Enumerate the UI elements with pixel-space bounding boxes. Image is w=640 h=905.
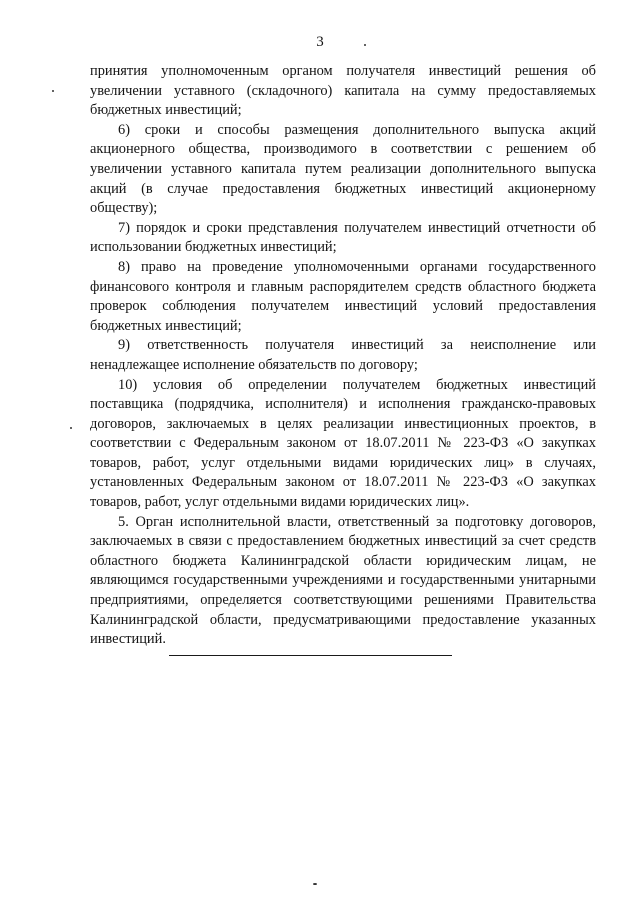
paragraph-item-8: 8) право на проведение уполномоченными органами государственного финансового контроля и главным распорядителем средств областного бюджета проверок соблюдения получателем инвестиций условий предоставления бюджетных инвестиций; (90, 258, 596, 334)
paragraph-item-9: 9) ответственность получателя инвестиций за неисполнение или ненадлежащее исполнение обязательств по договору; (90, 337, 596, 373)
paragraph-continuation: принятия уполномоченным органом получателя инвестиций решения об увеличении уставного (складочного) капитала на сумму предоставляемых бюджетных инвестиций; (90, 63, 596, 119)
scan-speck (52, 90, 54, 92)
end-divider-line (169, 655, 452, 656)
scan-speck (313, 883, 317, 885)
document-body (90, 62, 596, 650)
paragraph-item-10: 10) условия об определении получателем бюджетных инвестиций поставщика (подрядчика, исполнителя) и исполнения гражданско-правовых договоров, заключаемых в целях реализации инвестиционных проектов, в соответствии с Федеральным законом от 18.07.2011 № 223-ФЗ «О закупках товаров, работ, услуг отдельными видами юридических лиц» в случаях, установленных Федеральным законом от 18.07.2011 № 223-ФЗ «О закупках товаров, работ, услуг отдельными видами юридических лиц». (90, 376, 596, 511)
scan-speck (364, 44, 366, 46)
paragraph-item-7: 7) порядок и сроки представления получателем инвестиций отчетности об использовании бюджетных инвестиций; (90, 219, 596, 256)
page-number: 3 (316, 34, 324, 50)
paragraph-item-6: 6) сроки и способы размещения дополнительного выпуска акций акционерного общества, производимого в соответствии с решением об увеличении уставного капитала путем реализации дополнительного выпуска акций (в случае предоставления бюджетных инвестиций акционерному обществу); (90, 121, 596, 217)
scan-speck (70, 427, 72, 429)
paragraph-section-5: 5. Орган исполнительной власти, ответственный за подготовку договоров, заключаемых в связи с предоставлением бюджетных инвестиций за счет средств областного бюджета Калининградской области юридическим лицам, не являющимся государственными учреждениями и государственными унитарными предприятиями, определяется соответствующими решениями Правительства Калининградской области, предусматривающими предоставление указанных инвестиций. (90, 513, 596, 648)
